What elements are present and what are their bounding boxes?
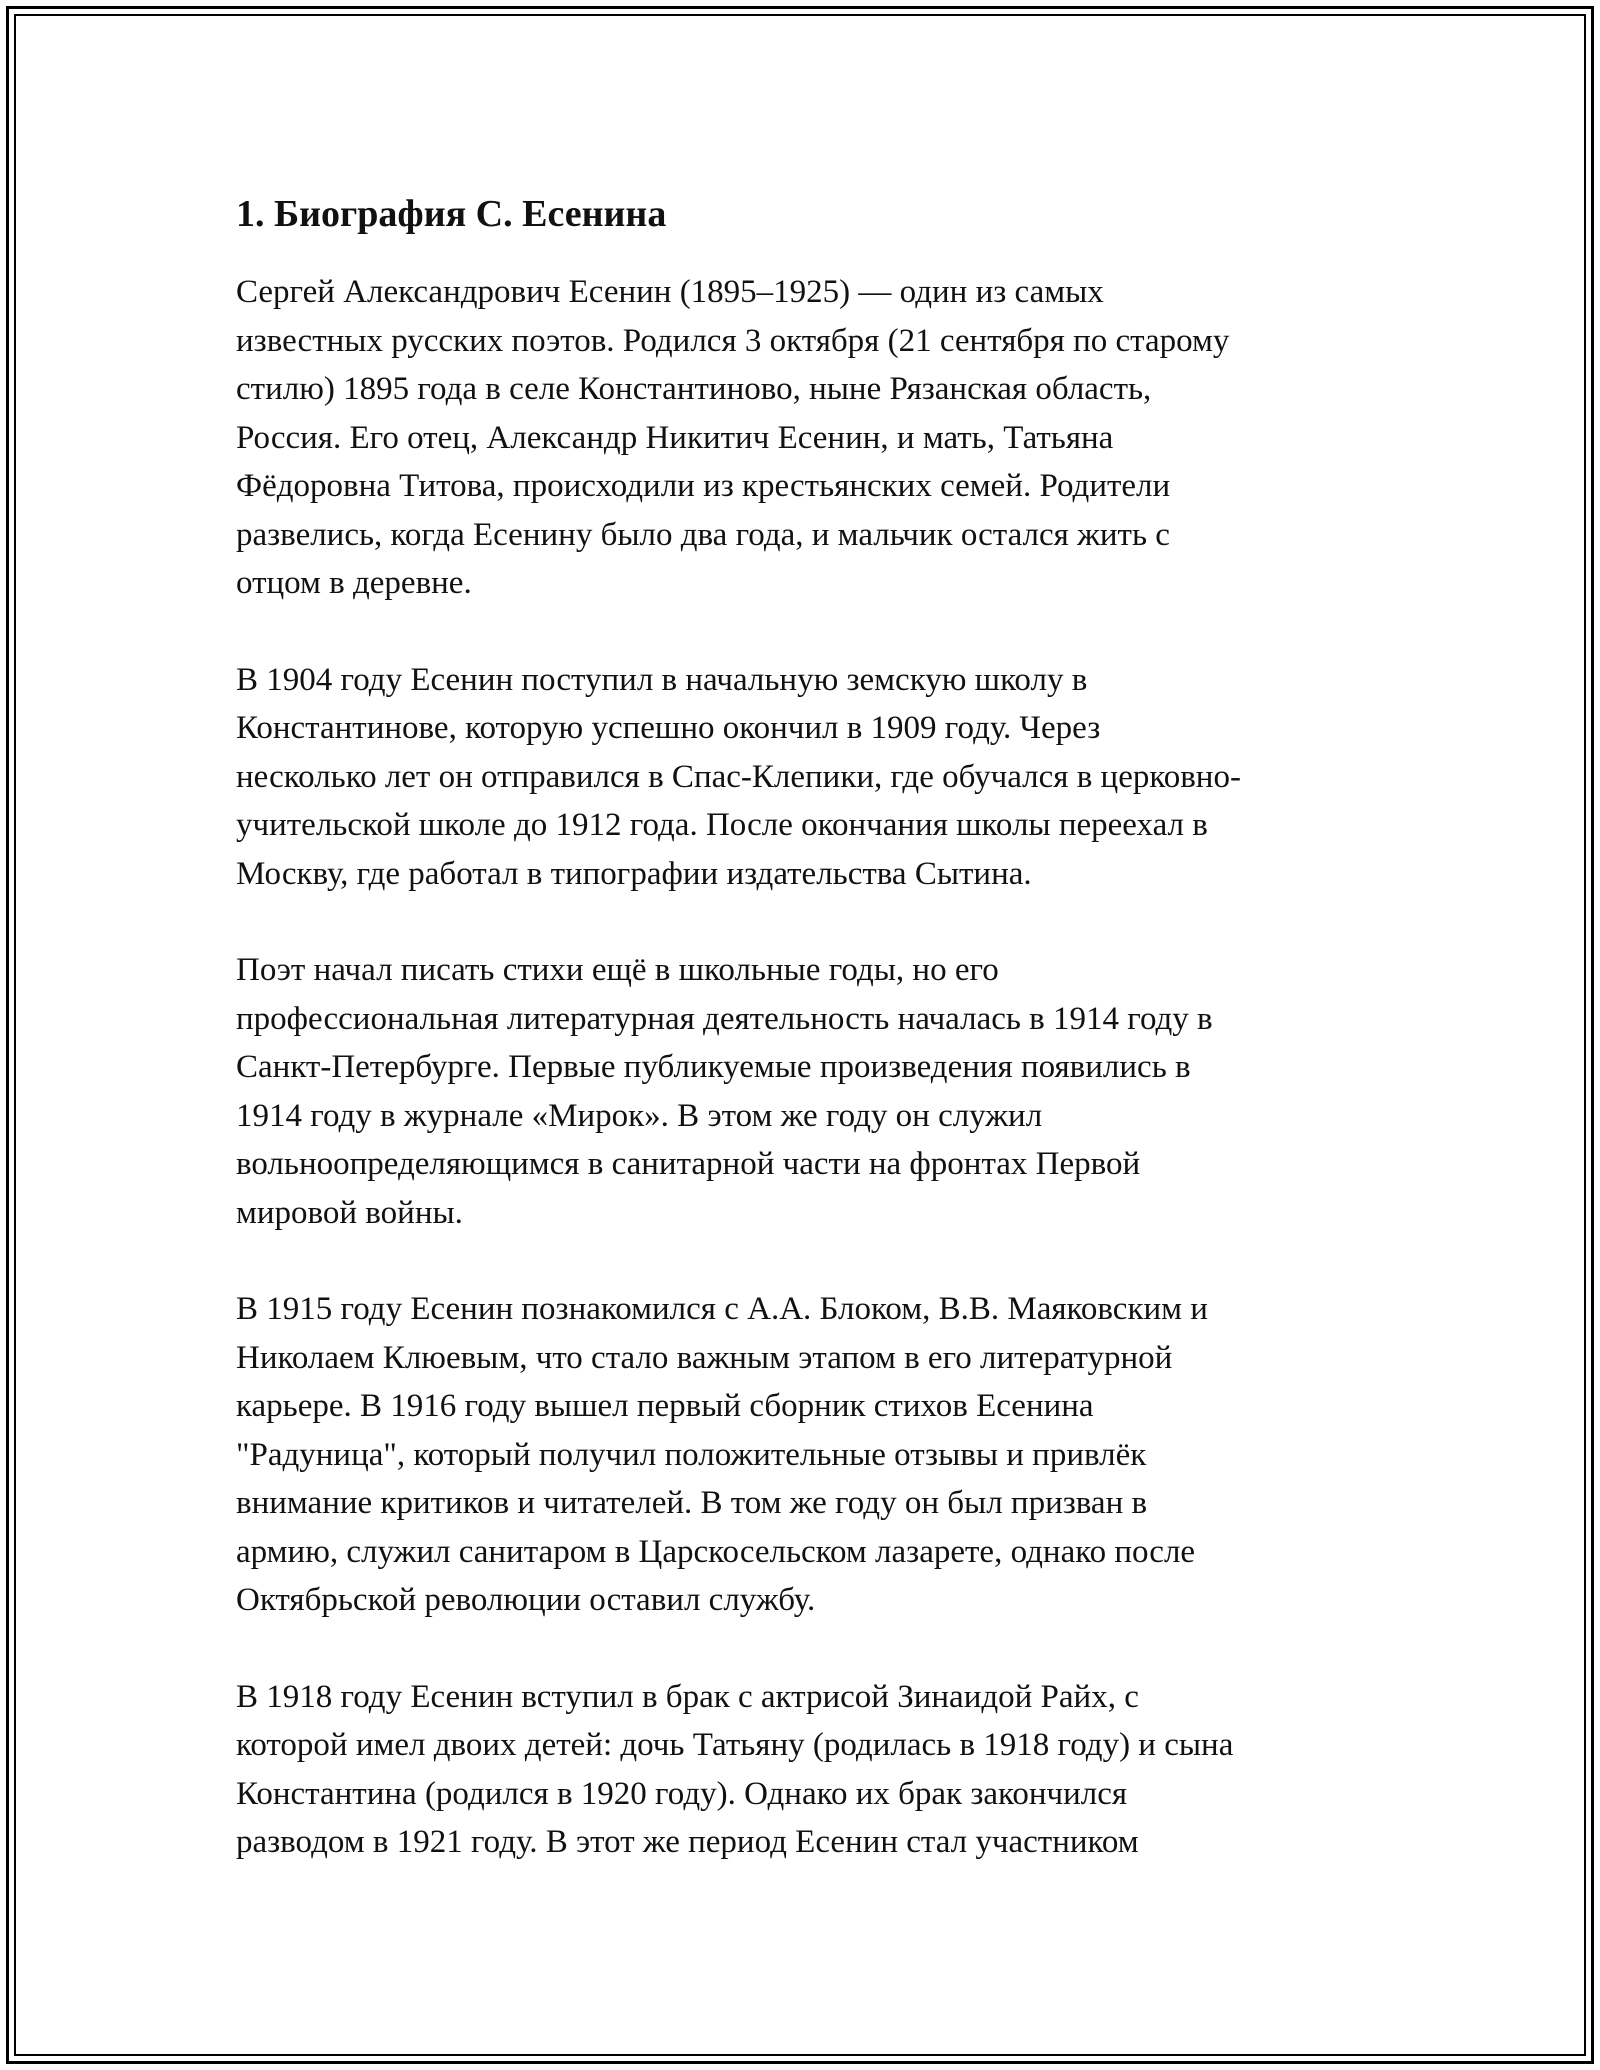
- document-page: [236, 188, 1366, 1915]
- text-line: Москву, где работал в типографии издательства Сытина.: [236, 855, 1032, 892]
- paragraph-childhood: [236, 268, 1366, 608]
- text-line: Россия. Его отец, Александр Никитич Есенин, и мать, Татьяна: [236, 419, 1114, 456]
- paragraph-early-career: [236, 946, 1366, 1237]
- text-line: известных русских поэтов. Родился 3 октября (21 сентября по старому: [236, 322, 1230, 359]
- text-line: В 1915 году Есенин познакомился с А.А. Блоком, В.В. Маяковским и: [236, 1291, 1208, 1327]
- text-line: внимание критиков и читателей. В том же году он был призван в: [236, 1485, 1148, 1521]
- text-line: которой имел двоих детей: дочь Татьяну (родилась в 1918 году) и сына: [236, 1727, 1234, 1763]
- text-line: В 1918 году Есенин вступил в брак с актрисой Зинаидой Райх, с: [236, 1678, 1139, 1715]
- text-line: "Радуница", который получил положительные отзывы и привлёк: [236, 1436, 1147, 1473]
- text-line: отцом в деревне.: [236, 565, 472, 601]
- text-line: вольноопределяющимся в санитарной части на фронтах Первой: [236, 1146, 1141, 1182]
- text-line: Фёдоровна Титова, происходили из крестьянских семей. Родители: [236, 468, 1171, 504]
- text-line: Поэт начал писать стихи ещё в школьные годы, но его: [236, 952, 999, 988]
- text-line: развелись, когда Есенину было два года, и мальчик остался жить с: [236, 516, 1170, 553]
- text-line: Николаем Клюевым, что стало важным этапом в его литературной: [236, 1339, 1173, 1376]
- text-line: Санкт-Петербурге. Первые публикуемые произведения появились в: [236, 1049, 1191, 1085]
- text-line: Сергей Александрович Есенин (1895–1925) — один из самых: [236, 274, 1104, 310]
- text-line: В 1904 году Есенин поступил в начальную земскую школу в: [236, 661, 1088, 698]
- text-line: профессиональная литературная деятельность началась в 1914 году в: [236, 1000, 1213, 1037]
- text-line: Константина (родился в 1920 году). Однако их брак закончился: [236, 1775, 1128, 1812]
- paragraph-education: [236, 656, 1366, 899]
- text-line: разводом в 1921 году. В этот же период Есенин стал участником: [236, 1824, 1139, 1860]
- text-line: несколько лет он отправился в Спас-Клепики, где обучался в церковно-: [236, 758, 1241, 795]
- text-line: армию, служил санитаром в Царскосельском лазарете, однако после: [236, 1533, 1196, 1570]
- text-line: учительской школе до 1912 года. После окончания школы переехал в: [236, 807, 1208, 843]
- text-line: стилю) 1895 года в селе Константиново, ныне Рязанская область,: [236, 371, 1152, 407]
- text-line: мировой войны.: [236, 1194, 463, 1231]
- text-line: карьере. В 1916 году вышел первый сборник стихов Есенина: [236, 1388, 1094, 1424]
- paragraph-literary-circle: [236, 1285, 1366, 1625]
- text-line: Константинове, которую успешно окончил в 1909 году. Через: [236, 710, 1101, 746]
- text-line: Октябрьской революции оставил службу.: [236, 1582, 816, 1618]
- section-title: 1. Биография С. Есенина: [236, 193, 667, 235]
- paragraph-marriage: [236, 1673, 1366, 1867]
- text-line: 1914 году в журнале «Мирок». В этом же году он служил: [236, 1097, 1043, 1134]
